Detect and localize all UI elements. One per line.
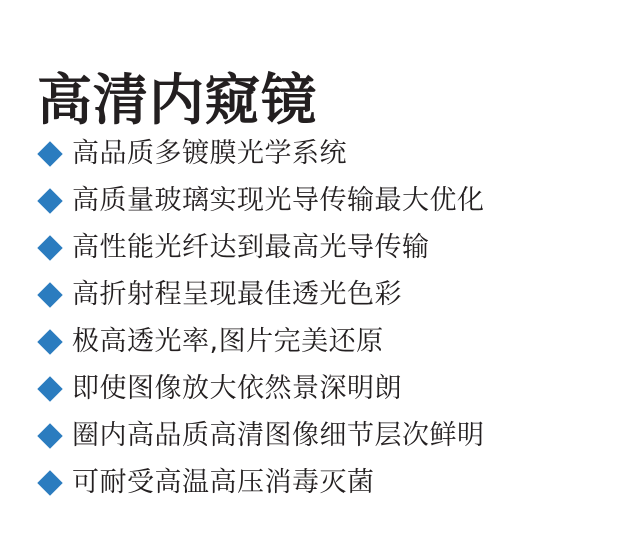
list-item: [37, 459, 485, 506]
feature-list: [37, 130, 485, 506]
feature-text: 高性能光纤达到最高光导传输: [72, 232, 430, 263]
feature-text: 圈内高品质高清图像细节层次鲜明: [72, 420, 485, 451]
list-item: [37, 318, 485, 365]
list-item: [37, 412, 485, 459]
diamond-bullet-icon: [37, 235, 62, 260]
list-item: [37, 271, 485, 318]
feature-text: 高品质多镀膜光学系统: [72, 138, 347, 169]
list-item: [37, 365, 485, 412]
feature-text: 即使图像放大依然景深明朗: [72, 373, 402, 404]
diamond-bullet-icon: [37, 141, 62, 166]
diamond-bullet-icon: [37, 329, 62, 354]
list-item: [37, 130, 485, 177]
feature-text: 可耐受高温高压消毒灭菌: [72, 467, 375, 498]
diamond-bullet-icon: [37, 188, 62, 213]
feature-text: 高质量玻璃实现光导传输最大优化: [72, 185, 485, 216]
diamond-bullet-icon: [37, 376, 62, 401]
page-title: 高清内窥镜: [37, 67, 318, 132]
diamond-bullet-icon: [37, 282, 62, 307]
diamond-bullet-icon: [37, 470, 62, 495]
list-item: [37, 177, 485, 224]
diamond-bullet-icon: [37, 423, 62, 448]
feature-text: 高折射程呈现最佳透光色彩: [72, 279, 402, 310]
list-item: [37, 224, 485, 271]
feature-text: 极高透光率,图片完美还原: [72, 326, 384, 357]
